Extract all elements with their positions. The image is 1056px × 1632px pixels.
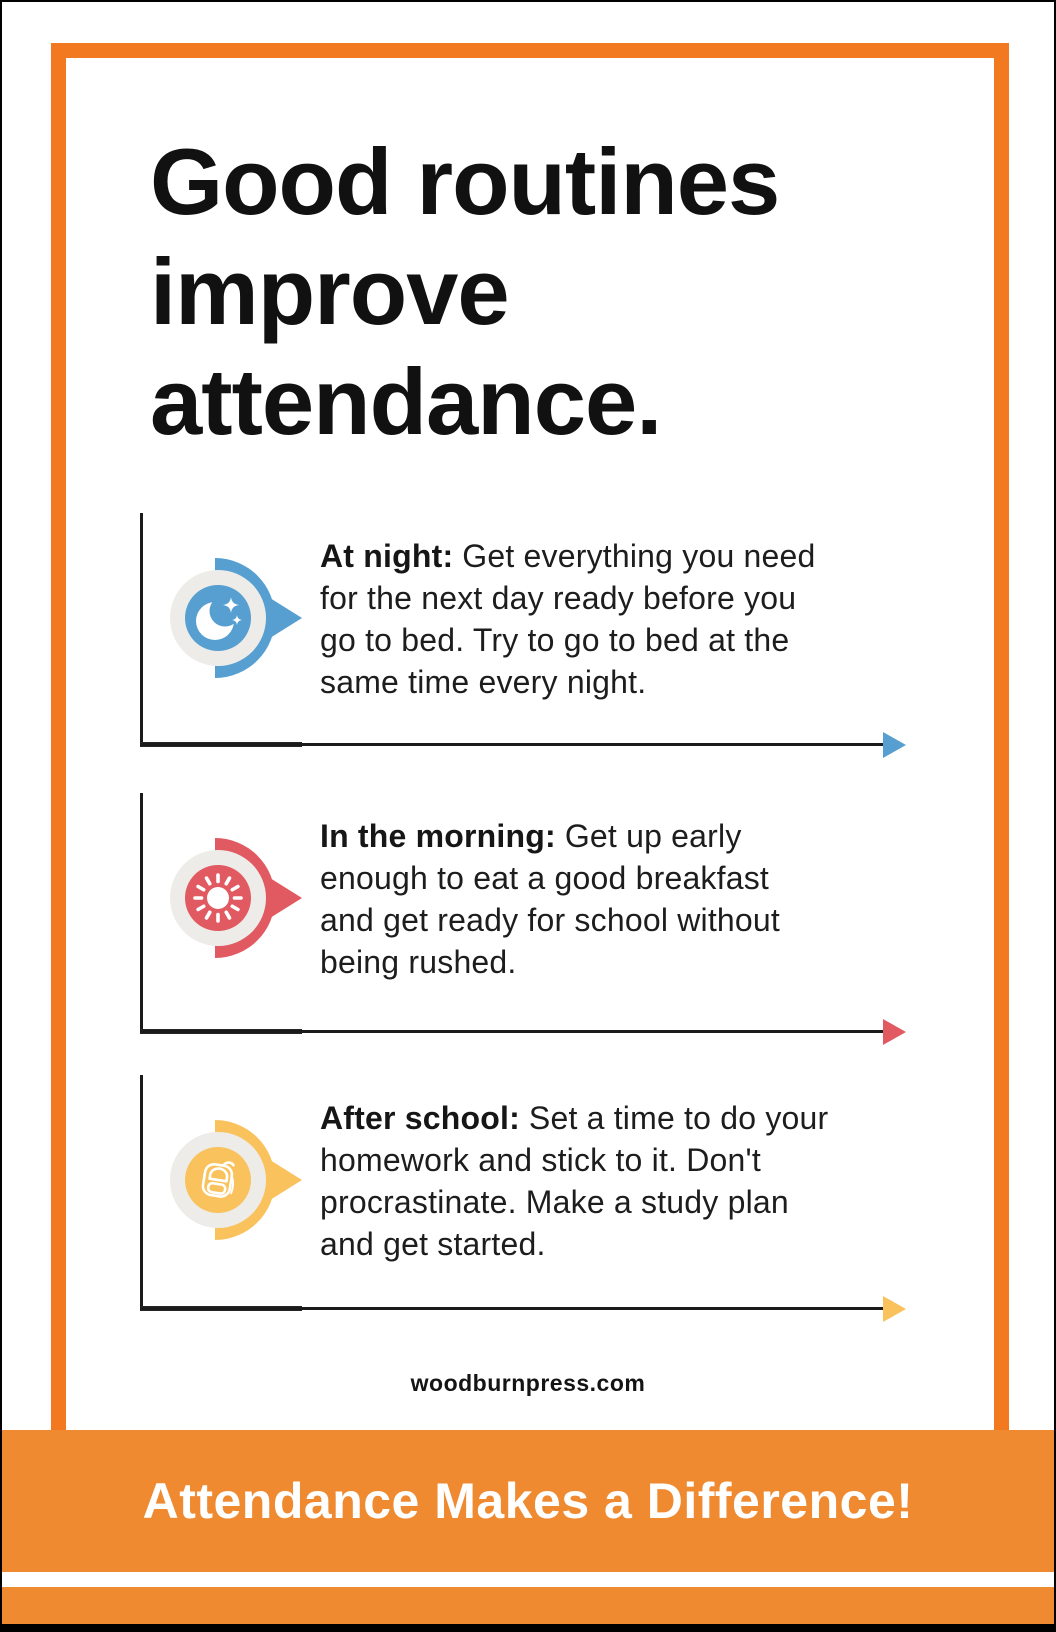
bottom-banner — [2, 1430, 1054, 1572]
title-line-1: Good routines — [150, 129, 780, 234]
section-line: same time every night. — [320, 664, 647, 700]
moon-icon — [163, 543, 333, 693]
section-connector-horizontal-line — [140, 1307, 885, 1310]
section-connector-vertical-line — [140, 513, 143, 746]
sun-icon — [163, 823, 333, 973]
flow-arrow-icon — [883, 1019, 906, 1045]
flow-arrow-icon — [883, 1296, 906, 1322]
section-line: Get everything you need — [462, 538, 816, 574]
bottom-orange-strip — [2, 1587, 1054, 1624]
section-line: for the next day ready before you — [320, 580, 797, 616]
section-text — [320, 1097, 910, 1265]
routine-section-in-the-morning — [2, 793, 1056, 1033]
section-connector-vertical-line — [140, 793, 143, 1033]
flow-arrow-icon — [883, 732, 906, 758]
section-label: After school: — [320, 1100, 520, 1136]
section-line: and get ready for school without — [320, 902, 781, 938]
section-line: go to bed. Try to go to bed at the — [320, 622, 790, 658]
page-title — [150, 127, 890, 457]
footer-website: woodburnpress.com — [410, 1370, 646, 1396]
section-line: enough to eat a good breakfast — [320, 860, 770, 896]
section-text — [320, 535, 910, 703]
section-connector-vertical-line — [140, 1075, 143, 1310]
section-line: Get up early — [564, 818, 742, 854]
routine-section-after-school — [2, 1075, 1056, 1310]
section-line: homework and stick to it. Don't — [320, 1142, 761, 1178]
section-label: In the morning: — [320, 818, 556, 854]
section-label: At night: — [320, 538, 454, 574]
banner-text: Attendance Makes a Difference! — [142, 1473, 914, 1529]
section-connector-horizontal-line — [140, 1030, 885, 1033]
section-line: being rushed. — [320, 944, 517, 980]
backpack-icon — [163, 1105, 333, 1255]
title-line-2: improve — [150, 239, 509, 344]
section-line: procrastinate. Make a study plan — [320, 1184, 789, 1220]
section-line: and get started. — [320, 1226, 546, 1262]
title-line-3: attendance. — [150, 349, 662, 454]
section-connector-horizontal-line — [140, 743, 885, 746]
routine-section-at-night — [2, 513, 1056, 746]
section-line: Set a time to do your — [528, 1100, 829, 1136]
section-text — [320, 815, 910, 983]
